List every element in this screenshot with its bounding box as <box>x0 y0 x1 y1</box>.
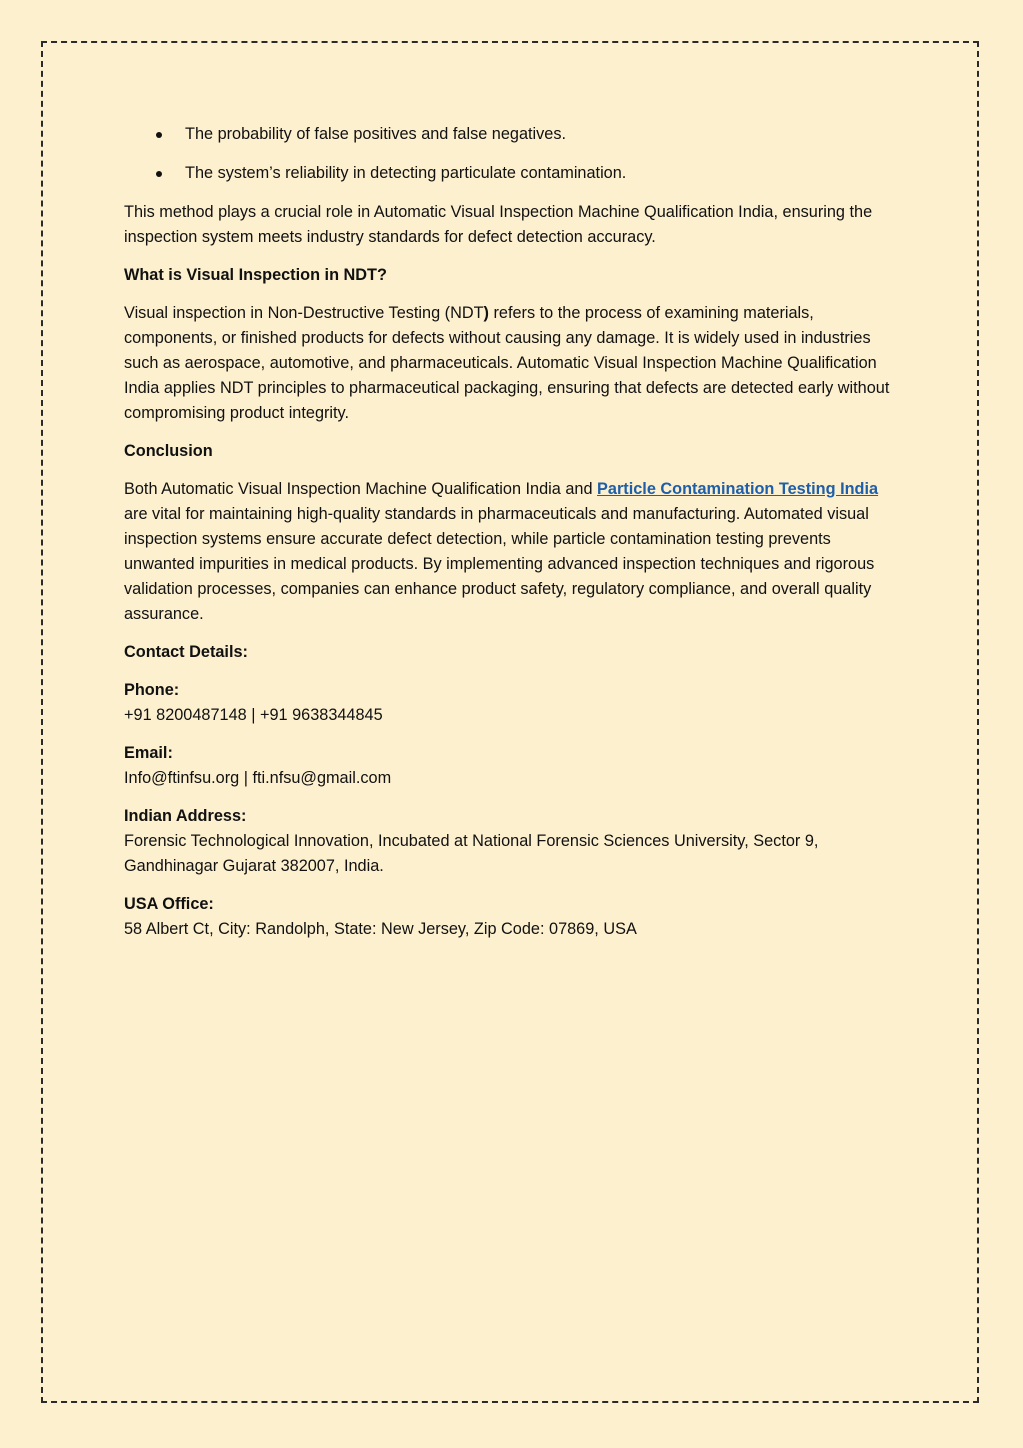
conclusion-text-after: are vital for maintaining high-quality standards in pharmaceuticals and manufacturing. Automated visual inspection systems ensure accurate defect detection, while particle contamination testing prevents unwanted impurities in medical products. By implementing advanced inspection techniques and rigorous validation processes, companies can enhance product safety, regulatory compliance, and overall quality assurance. <box>124 505 875 623</box>
conclusion-text-before: Both Automatic Visual Inspection Machine Qualification India and <box>124 480 598 498</box>
document-content <box>124 122 899 955</box>
phone-label: Phone: <box>124 681 180 699</box>
india-address-block <box>124 804 899 879</box>
usa-office-label: USA Office: <box>124 895 214 913</box>
method-paragraph: This method plays a crucial role in Automatic Visual Inspection Machine Qualification India, ensuring the inspection system meets industry standards for defect detection accuracy. <box>124 203 873 246</box>
list-item <box>124 122 899 147</box>
ndt-text-after: refers to the process of examining materials, components, or finished products for defects without causing any damage. It is widely used in industries such as aerospace, automotive, and pharmaceuticals. Automatic Visual Inspection Machine Qualification India applies NDT principles to pharmaceutical packaging, ensuring that defects are detected early without compromising product integrity. <box>124 304 890 422</box>
india-address-label: Indian Address: <box>124 807 247 825</box>
list-item <box>124 161 899 186</box>
email-value: Info@ftinfsu.org | fti.nfsu@gmail.com <box>124 769 392 787</box>
ndt-bold-paren: ) <box>483 304 489 322</box>
bullet-icon <box>156 171 162 177</box>
phone-value: +91 8200487148 | +91 9638344845 <box>124 706 383 724</box>
ndt-heading: What is Visual Inspection in NDT? <box>124 266 387 284</box>
bullet-icon <box>156 132 162 138</box>
list-item-text: The system’s reliability in detecting particulate contamination. <box>185 164 627 182</box>
ndt-text-before: Visual inspection in Non-Destructive Testing (NDT <box>124 304 484 322</box>
email-label: Email: <box>124 744 173 762</box>
email-block <box>124 741 899 791</box>
conclusion-heading: Conclusion <box>124 442 213 460</box>
bullet-list <box>124 122 899 186</box>
phone-block <box>124 678 899 728</box>
india-address-value: Forensic Technological Innovation, Incubated at National Forensic Sciences University, Sector 9, Gandhinagar Gujarat 382007, India. <box>124 832 819 875</box>
contact-heading: Contact Details: <box>124 643 248 661</box>
usa-office-value: 58 Albert Ct, City: Randolph, State: New Jersey, Zip Code: 07869, USA <box>124 920 637 938</box>
usa-office-block <box>124 892 899 942</box>
ndt-paragraph <box>124 301 899 426</box>
list-item-text: The probability of false positives and false negatives. <box>185 125 567 143</box>
particle-contamination-link[interactable]: Particle Contamination Testing India <box>597 480 879 498</box>
conclusion-paragraph <box>124 477 899 627</box>
